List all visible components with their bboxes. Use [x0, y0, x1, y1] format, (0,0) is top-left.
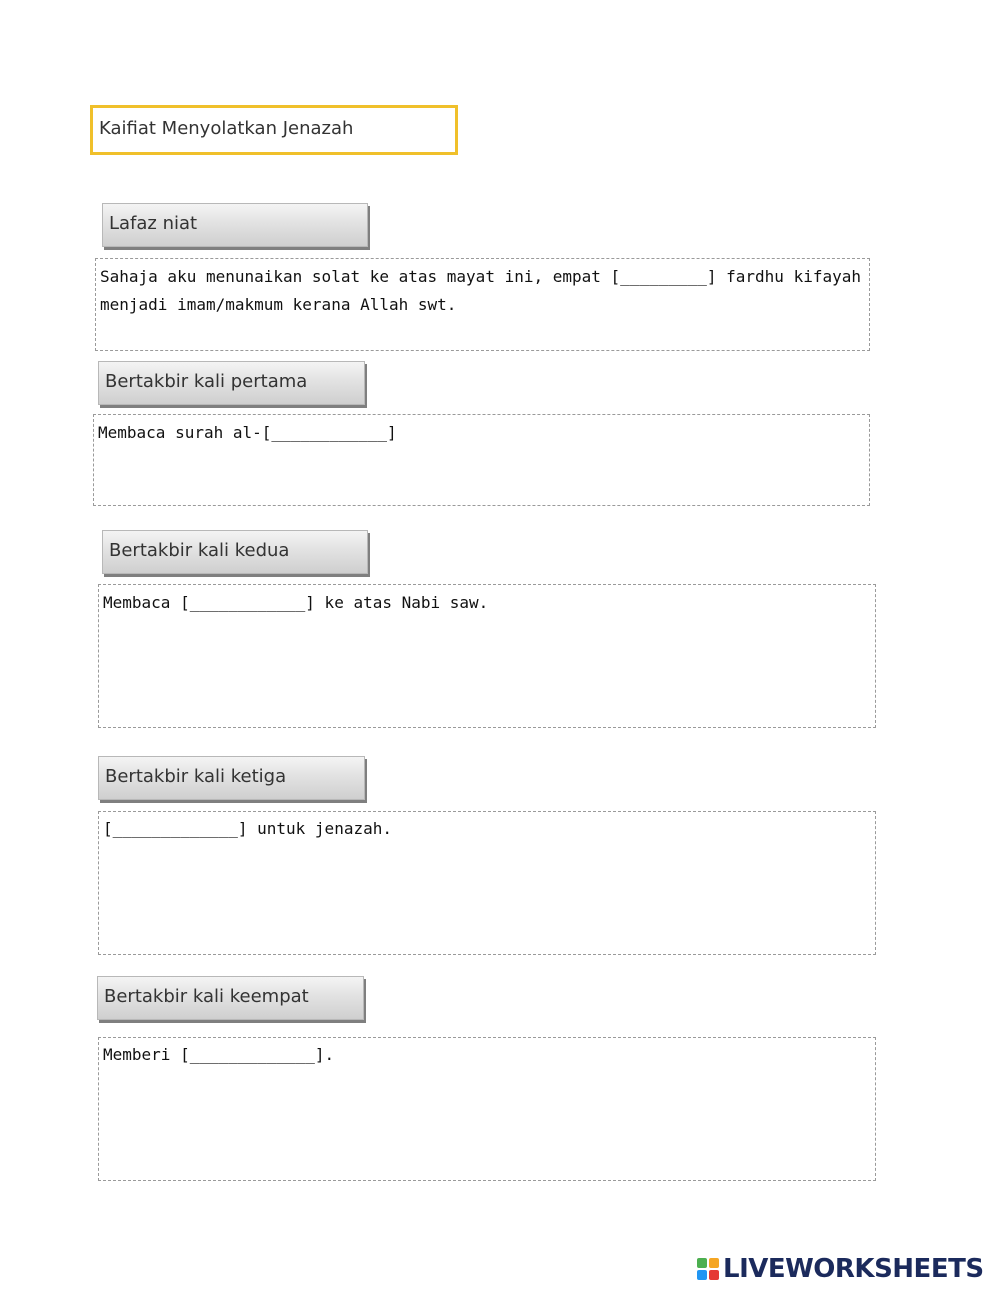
- logo-square-2: [709, 1258, 719, 1268]
- answer-box-takbir-4[interactable]: [98, 1037, 876, 1181]
- answer-text: Membaca surah al-[____________]: [98, 423, 397, 442]
- section-label-text: Bertakbir kali pertama: [105, 371, 308, 392]
- answer-text: Sahaja aku menunaikan solat ke atas mayat ini, empat [_________] fardhu kifayah menjadi imam/makmum kerana Allah swt.: [100, 267, 871, 314]
- section-label-takbir-2: [102, 530, 368, 574]
- worksheet-title: Kaifiat Menyolatkan Jenazah: [99, 118, 354, 139]
- section-label-text: Bertakbir kali keempat: [104, 986, 309, 1007]
- brand-logo-icon: [697, 1258, 719, 1280]
- section-label-text: Lafaz niat: [109, 213, 198, 234]
- section-label-takbir-3: [98, 756, 365, 800]
- section-label-text: Bertakbir kali ketiga: [105, 766, 287, 787]
- brand-name: LIVEWORKSHEETS: [723, 1254, 984, 1284]
- answer-box-takbir-3[interactable]: [98, 811, 876, 955]
- section-label-text: Bertakbir kali kedua: [109, 540, 290, 561]
- answer-text: [_____________] untuk jenazah.: [103, 819, 392, 838]
- answer-box-lafaz-niat[interactable]: [95, 258, 870, 351]
- answer-box-takbir-1[interactable]: [93, 414, 870, 506]
- logo-square-3: [697, 1270, 707, 1280]
- section-label-takbir-1: [98, 361, 365, 405]
- worksheet-title-box: [90, 105, 458, 155]
- logo-square-4: [709, 1270, 719, 1280]
- section-label-takbir-4: [97, 976, 364, 1020]
- answer-text: Memberi [_____________].: [103, 1045, 335, 1064]
- logo-square-1: [697, 1258, 707, 1268]
- answer-text: Membaca [____________] ke atas Nabi saw.: [103, 593, 489, 612]
- brand-watermark: [697, 1254, 984, 1284]
- section-label-lafaz-niat: [102, 203, 368, 247]
- answer-box-takbir-2[interactable]: [98, 584, 876, 728]
